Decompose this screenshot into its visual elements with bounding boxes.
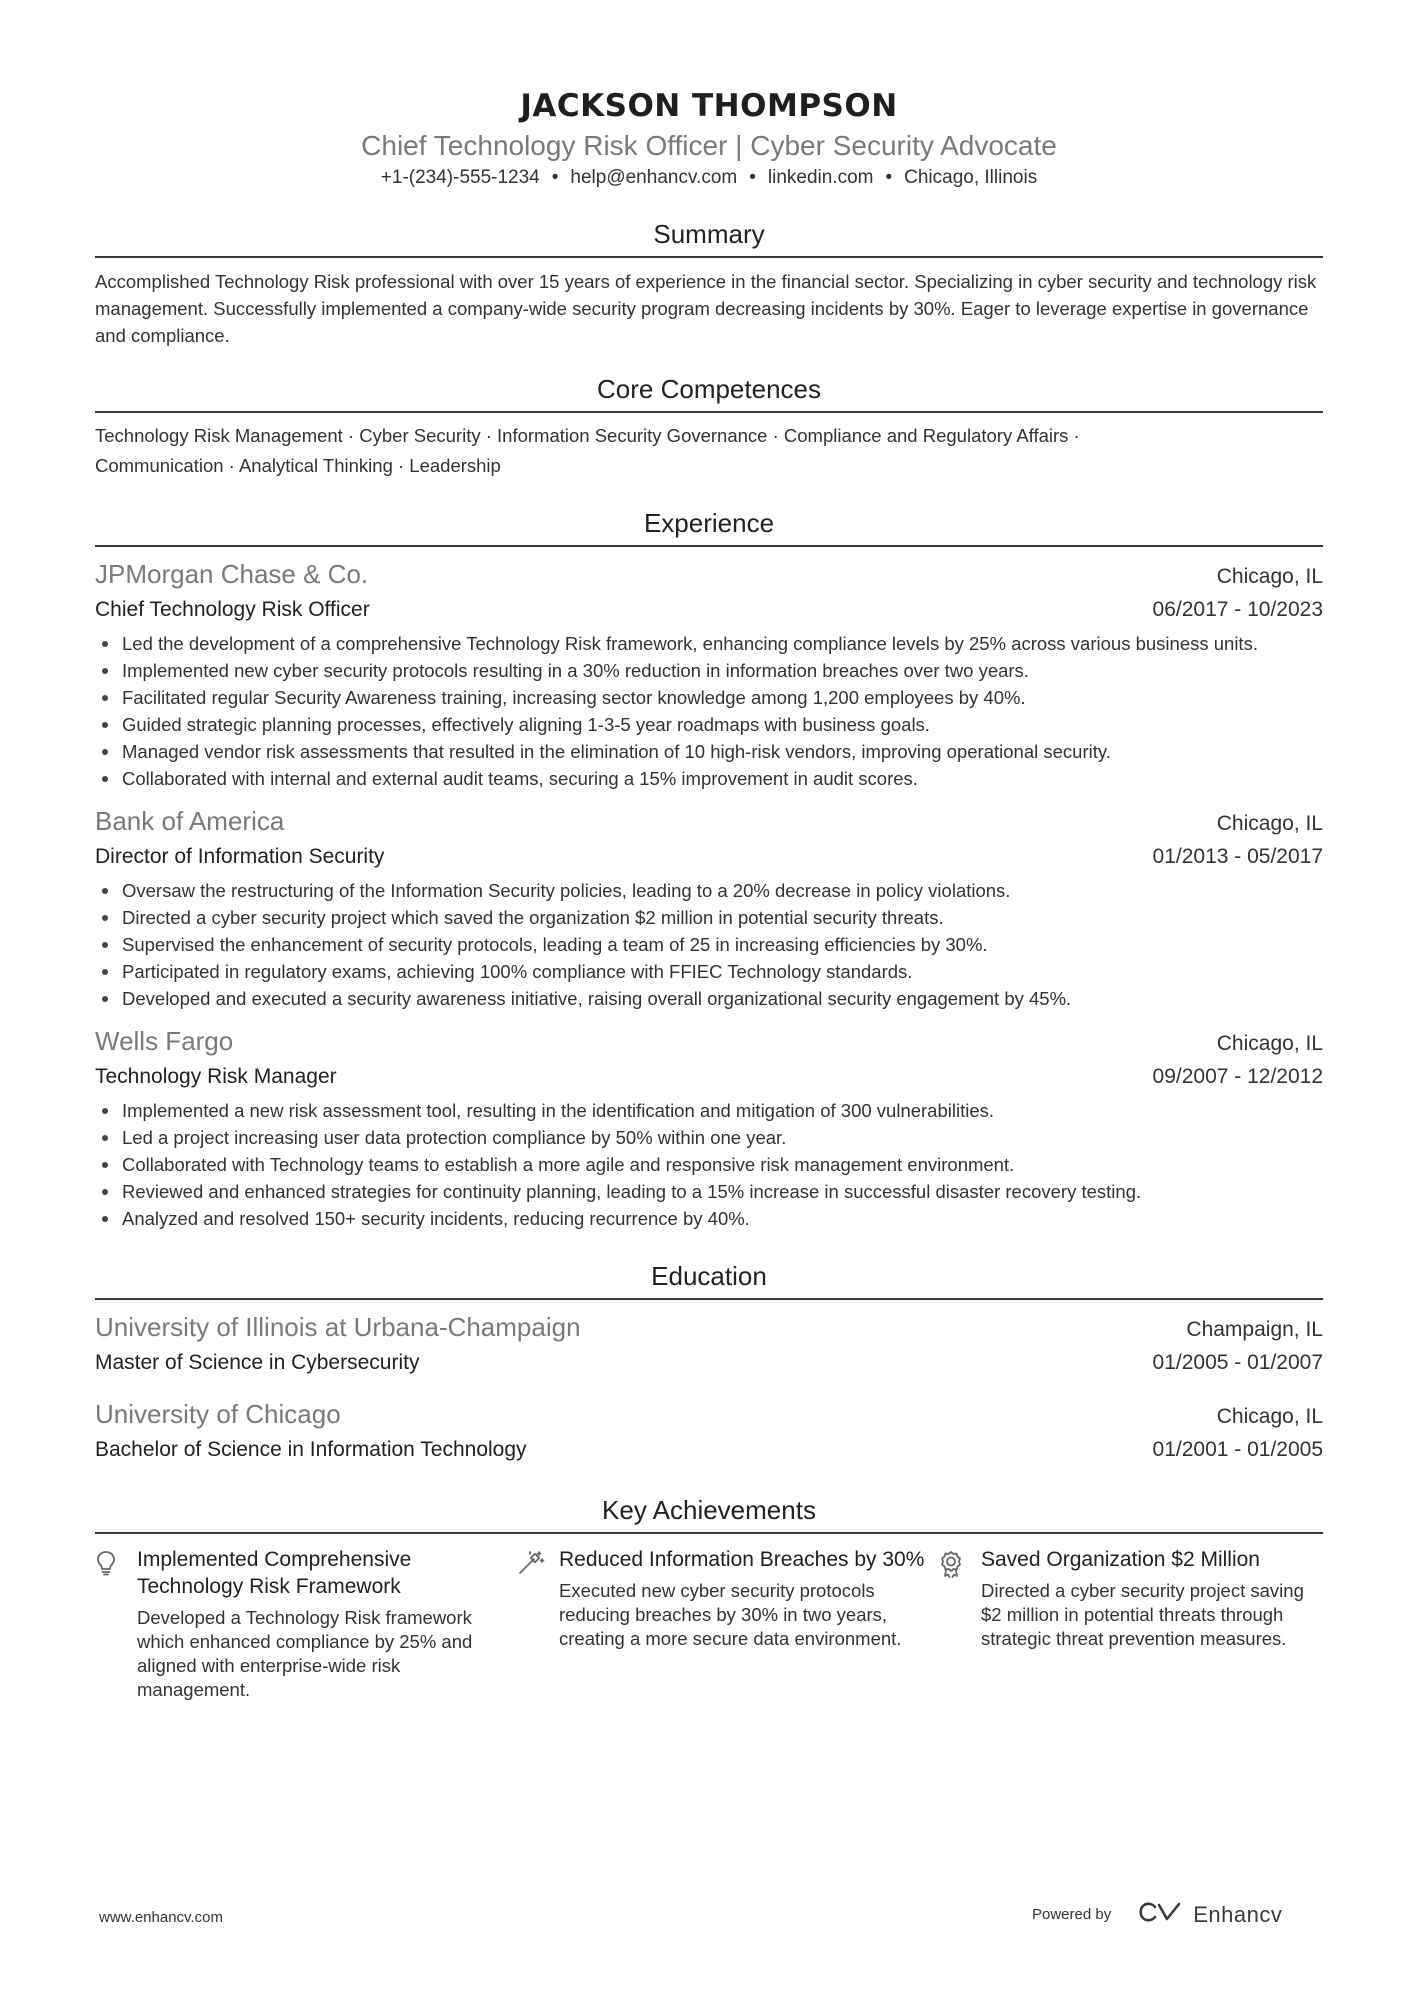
achievement-description: Developed a Technology Risk framework which enhanced compliance by 25% and aligned with enterprise-wide risk management.	[137, 1607, 473, 1700]
achievements-grid	[95, 1546, 1323, 1702]
bullet-item: Participated in regulatory exams, achieving 100% compliance with FFIEC Technology standards.	[95, 958, 1323, 985]
contact-line	[95, 164, 1323, 192]
job-bullets	[95, 630, 1323, 792]
job-location: Chicago, IL	[1216, 565, 1323, 588]
competences-section	[95, 371, 1323, 481]
school-name: University of Illinois at Urbana-Champaign	[95, 1312, 581, 1342]
achievement-title: Implemented Comprehensive Technology Risk Framework	[137, 1548, 412, 1598]
bullet-item: Managed vendor risk assessments that resulted in the elimination of 10 high-risk vendors, improving operational security.	[95, 738, 1323, 765]
enhancv-logo-icon	[1137, 1900, 1183, 1929]
candidate-name: JACKSON THOMPSON	[520, 88, 898, 124]
footer-website[interactable]: www.enhancv.com	[99, 1909, 223, 1926]
bullet-item: Oversaw the restructuring of the Information Security policies, leading to a 20% decrease in policy violations.	[95, 877, 1323, 904]
degree-name: Bachelor of Science in Information Technology	[95, 1438, 527, 1461]
summary-section	[95, 216, 1323, 349]
bullet-item: Developed and executed a security awareness initiative, raising overall organizational security engagement by 45%.	[95, 985, 1323, 1012]
school-name: University of Chicago	[95, 1399, 341, 1429]
separator-dot: •	[551, 167, 559, 188]
school-location: Champaign, IL	[1186, 1318, 1323, 1341]
achievement-description: Directed a cyber security project saving $2 million in potential threats through strategic threat prevention measures.	[981, 1580, 1304, 1649]
achievement-title: Reduced Information Breaches by 30%	[559, 1548, 925, 1571]
bullet-item: Guided strategic planning processes, effectively aligning 1-3-5 year roadmaps with business goals.	[95, 711, 1323, 738]
contact-linkedin[interactable]: linkedin.com	[767, 167, 874, 188]
magic-wand-icon	[517, 1546, 559, 1702]
contact-location: Chicago, Illinois	[904, 167, 1038, 188]
education-entry	[95, 1310, 1323, 1379]
section-title-summary: Summary	[95, 216, 1323, 258]
section-title-education: Education	[95, 1258, 1323, 1300]
bullet-item: Led the development of a comprehensive Technology Risk framework, enhancing compliance levels by 25% across various business units.	[95, 630, 1323, 657]
experience-entry	[95, 557, 1323, 792]
candidate-title: Chief Technology Risk Officer | Cyber Security Advocate	[361, 130, 1057, 161]
experience-entry	[95, 804, 1323, 1012]
bullet-item: Collaborated with internal and external audit teams, securing a 15% improvement in audit scores.	[95, 765, 1323, 792]
experience-entry	[95, 1024, 1323, 1232]
experience-section	[95, 505, 1323, 1232]
bullet-item: Supervised the enhancement of security protocols, leading a team of 25 in increasing efficiencies by 30%.	[95, 931, 1323, 958]
separator-dot: •	[749, 167, 756, 188]
competences-line: Technology Risk Management · Cyber Security · Information Security Governance · Compliance and Regulatory Affairs ·	[95, 425, 1080, 446]
company-name: Wells Fargo	[95, 1026, 234, 1056]
bullet-item: Collaborated with Technology teams to establish a more agile and responsive risk management environment.	[95, 1151, 1323, 1178]
degree-name: Master of Science in Cybersecurity	[95, 1351, 420, 1374]
lightbulb-icon	[95, 1546, 137, 1702]
bullet-item: Led a project increasing user data protection compliance by 50% within one year.	[95, 1124, 1323, 1151]
school-location: Chicago, IL	[1216, 1405, 1323, 1428]
job-role: Chief Technology Risk Officer	[95, 598, 370, 621]
job-role: Director of Information Security	[95, 845, 385, 868]
achievement-item	[517, 1546, 939, 1702]
bullet-item: Implemented new cyber security protocols resulting in a 30% reduction in information breaches over two years.	[95, 657, 1323, 684]
education-dates: 01/2005 - 01/2007	[1152, 1351, 1323, 1374]
bullet-item: Facilitated regular Security Awareness training, increasing sector knowledge among 1,200 employees by 40%.	[95, 684, 1323, 711]
achievement-item	[95, 1546, 517, 1702]
achievement-item	[939, 1546, 1323, 1702]
achievement-title: Saved Organization $2 Million	[981, 1548, 1260, 1571]
section-title-achievements: Key Achievements	[95, 1492, 1323, 1534]
company-name: JPMorgan Chase & Co.	[95, 559, 369, 589]
award-badge-icon	[939, 1546, 981, 1702]
job-dates: 01/2013 - 05/2017	[1152, 845, 1323, 868]
section-title-competences: Core Competences	[95, 371, 1323, 413]
education-entry	[95, 1397, 1323, 1466]
section-title-experience: Experience	[95, 505, 1323, 547]
job-location: Chicago, IL	[1216, 1032, 1323, 1055]
bullet-item: Analyzed and resolved 150+ security incidents, reducing recurrence by 40%.	[95, 1205, 1323, 1232]
resume-header	[95, 86, 1323, 192]
job-bullets	[95, 1097, 1323, 1232]
job-role: Technology Risk Manager	[95, 1065, 337, 1088]
powered-by-label: Powered by	[1032, 1906, 1112, 1923]
contact-phone: +1-(234)-555-1234	[380, 167, 540, 188]
summary-text: Accomplished Technology Risk professional with over 15 years of experience in the financial sector. Specializing in cyber security and technology risk management. Successfully implemented a company-wide security program decreasing incidents by 30%. Eager to leverage expertise in governance and compliance.	[95, 271, 1317, 346]
resume-content	[95, 86, 1323, 1702]
contact-email[interactable]: help@enhancv.com	[570, 167, 738, 188]
achievement-description: Executed new cyber security protocols reducing breaches by 30% in two years, creating a more secure data environment.	[559, 1580, 902, 1649]
job-bullets	[95, 877, 1323, 1012]
bullet-item: Implemented a new risk assessment tool, resulting in the identification and mitigation of 300 vulnerabilities.	[95, 1097, 1323, 1124]
company-name: Bank of America	[95, 806, 285, 836]
separator-dot: •	[885, 167, 893, 188]
bullet-item: Directed a cyber security project which saved the organization $2 million in potential security threats.	[95, 904, 1323, 931]
job-dates: 09/2007 - 12/2012	[1152, 1065, 1323, 1088]
brand-name[interactable]: Enhancv	[1193, 1901, 1283, 1927]
job-location: Chicago, IL	[1216, 812, 1323, 835]
education-dates: 01/2001 - 01/2005	[1152, 1438, 1323, 1461]
footer-branding	[1032, 1900, 1282, 1929]
achievements-section	[95, 1492, 1323, 1702]
bullet-item: Reviewed and enhanced strategies for continuity planning, leading to a 15% increase in successful disaster recovery testing.	[95, 1178, 1323, 1205]
competences-line: Communication · Analytical Thinking · Leadership	[95, 455, 501, 476]
job-dates: 06/2017 - 10/2023	[1152, 598, 1323, 621]
competences-list	[95, 421, 1323, 481]
education-section	[95, 1258, 1323, 1466]
